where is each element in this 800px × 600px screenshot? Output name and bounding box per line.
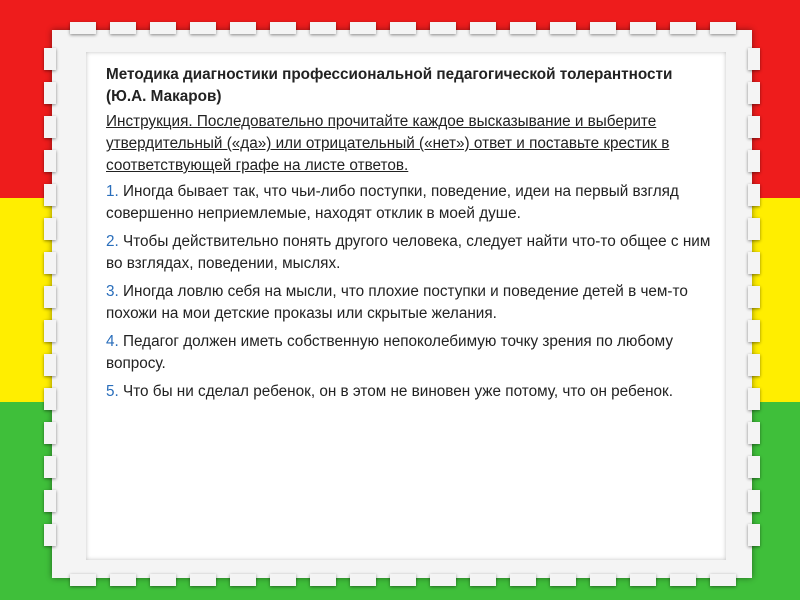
frame-notch (350, 574, 376, 586)
frame-notch (748, 456, 760, 478)
frame-notch (550, 574, 576, 586)
frame-notch (44, 354, 56, 376)
item-text: Иногда бывает так, что чьи-либо поступки, поведение, идеи на первый взгляд совершенно неприемлемые, находят отклик в моей душе. (106, 183, 679, 222)
item-number: 5. (106, 383, 119, 400)
frame-notch (670, 574, 696, 586)
slide-content (106, 64, 711, 409)
item-number: 2. (106, 233, 119, 250)
frame-notch (44, 524, 56, 546)
item-text: Чтобы действительно понять другого человека, следует найти что-то общее с ним во взглядах, поведении, мыслях. (106, 233, 711, 272)
frame-notch (150, 574, 176, 586)
frame-notch (44, 82, 56, 104)
frame-notch (44, 218, 56, 240)
frame-notch (510, 22, 536, 34)
frame-notch (670, 22, 696, 34)
frame-notch (550, 22, 576, 34)
frame-notch (430, 574, 456, 586)
frame-notch (70, 22, 96, 34)
frame-notch (70, 574, 96, 586)
frame-notch (748, 48, 760, 70)
frame-notch (630, 22, 656, 34)
frame-notch (44, 320, 56, 342)
frame-notch (110, 22, 136, 34)
slide-title: Методика диагностики профессиональной педагогической толерантности (Ю.А. Макаров) (106, 66, 673, 105)
frame-notch (470, 22, 496, 34)
frame-notch (470, 574, 496, 586)
frame-notch (270, 22, 296, 34)
frame-notch (150, 22, 176, 34)
frame-notch (44, 184, 56, 206)
item-text: Педагог должен иметь собственную непоколебимую точку зрения по любому вопросу. (106, 333, 673, 372)
frame-notch (44, 388, 56, 410)
frame-notch (510, 574, 536, 586)
frame-notch (44, 116, 56, 138)
frame-notch (748, 286, 760, 308)
instruction-text: Инструкция. Последовательно прочитайте каждое высказывание и выберите утвердительный («да») или отрицательный («нет») ответ и поставьте крестик в соответствующей графе на листе ответов. (106, 113, 670, 174)
item-text: Что бы ни сделал ребенок, он в этом не виновен уже потому, что он ребенок. (123, 383, 673, 400)
frame-notch (190, 574, 216, 586)
frame-notch (748, 116, 760, 138)
frame-notch (710, 574, 736, 586)
frame-notch (230, 22, 256, 34)
frame-notch (310, 574, 336, 586)
frame-notch (748, 150, 760, 172)
frame-notch (748, 184, 760, 206)
frame-notch (44, 490, 56, 512)
frame-notch (190, 22, 216, 34)
frame-notch (270, 574, 296, 586)
frame-notch (44, 286, 56, 308)
frame-notch (590, 22, 616, 34)
list-item (106, 181, 711, 225)
frame-notch (748, 490, 760, 512)
list-item (106, 331, 711, 375)
frame-notch (748, 218, 760, 240)
item-text: Иногда ловлю себя на мысли, что плохие поступки и поведение детей в чем-то похожи на мои детские проказы или скрытые желания. (106, 283, 688, 322)
frame-notch (44, 422, 56, 444)
list-item (106, 231, 711, 275)
item-number: 1. (106, 183, 119, 200)
frame-notch (748, 320, 760, 342)
frame-notch (44, 456, 56, 478)
frame-notch (748, 524, 760, 546)
frame-notch (44, 150, 56, 172)
frame-notch (590, 574, 616, 586)
frame-notch (630, 574, 656, 586)
frame-notch (430, 22, 456, 34)
item-number: 3. (106, 283, 119, 300)
list-item (106, 281, 711, 325)
frame-notch (748, 252, 760, 274)
frame-notch (748, 388, 760, 410)
frame-notch (44, 48, 56, 70)
frame-notch (710, 22, 736, 34)
item-number: 4. (106, 333, 119, 350)
list-item (106, 381, 711, 403)
frame-notch (230, 574, 256, 586)
frame-notch (310, 22, 336, 34)
frame-notch (390, 574, 416, 586)
frame-notch (44, 252, 56, 274)
frame-notch (748, 422, 760, 444)
frame-notch (350, 22, 376, 34)
frame-notch (748, 354, 760, 376)
frame-notch (748, 82, 760, 104)
frame-notch (390, 22, 416, 34)
frame-notch (110, 574, 136, 586)
